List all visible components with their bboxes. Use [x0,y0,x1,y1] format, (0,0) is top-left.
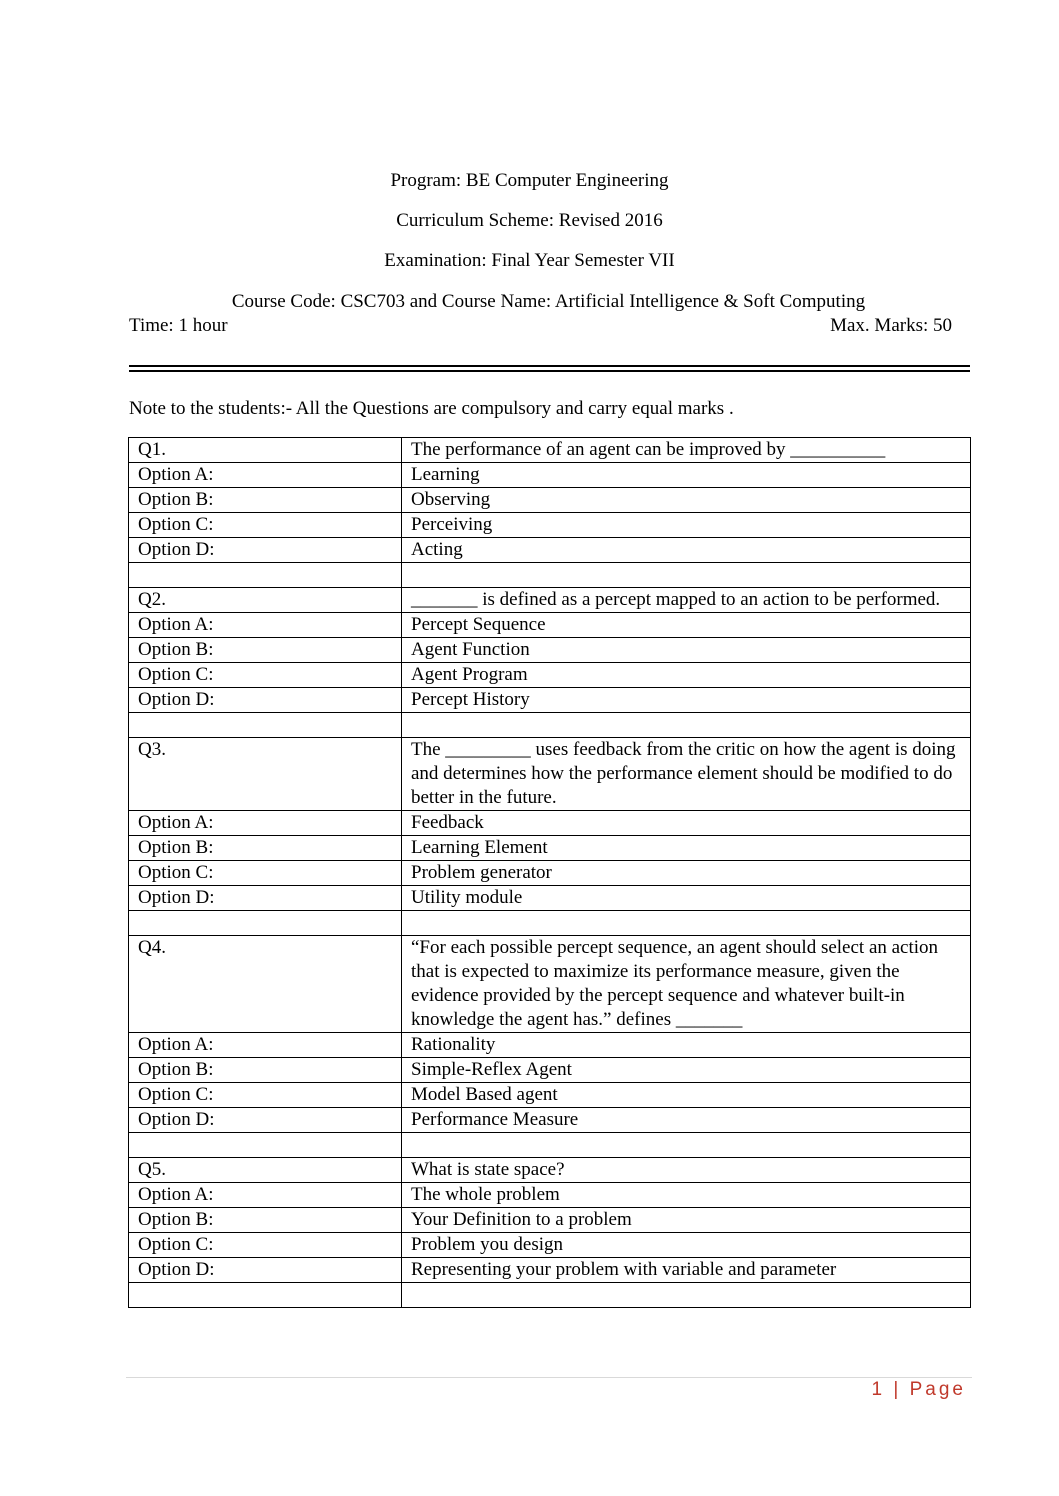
spacer-cell [402,1283,971,1308]
note-to-students: Note to the students:- All the Questions are compulsory and carry equal marks . [129,398,734,419]
option-text: Performance Measure [402,1108,971,1133]
option-label: Option D: [129,886,402,911]
header-divider-bottom [129,370,970,372]
option-text: Learning Element [402,836,971,861]
option-text: Utility module [402,886,971,911]
option-label: Option B: [129,638,402,663]
option-label: Option A: [129,1183,402,1208]
spacer-row [129,1283,971,1308]
option-text: Simple-Reflex Agent [402,1058,971,1083]
option-label: Option B: [129,488,402,513]
question-number: Q4. [129,936,402,1033]
option-row [129,1083,971,1108]
option-row [129,1183,971,1208]
option-row [129,1058,971,1083]
option-label: Option C: [129,663,402,688]
option-text: Representing your problem with variable and parameter [402,1258,971,1283]
question-text: _______ is defined as a percept mapped to an action to be performed. [402,588,971,613]
option-row [129,688,971,713]
spacer-cell [402,911,971,936]
spacer-cell [129,1133,402,1158]
option-row [129,663,971,688]
program-line: Program: BE Computer Engineering [390,170,669,191]
examination-line: Examination: Final Year Semester VII [384,250,675,271]
course-line: Course Code: CSC703 and Course Name: Artificial Intelligence & Soft Computing [231,291,866,312]
option-row [129,613,971,638]
option-label: Option D: [129,688,402,713]
option-label: Option A: [129,463,402,488]
question-row [129,588,971,613]
footer-divider [126,1377,972,1378]
spacer-cell [402,713,971,738]
option-row [129,886,971,911]
option-text: Your Definition to a problem [402,1208,971,1233]
option-text: Problem generator [402,861,971,886]
option-row [129,1108,971,1133]
option-label: Option B: [129,1208,402,1233]
spacer-cell [129,563,402,588]
question-row [129,936,971,1033]
option-row [129,811,971,836]
option-text: The whole problem [402,1183,971,1208]
spacer-row [129,1133,971,1158]
question-number: Q1. [129,438,402,463]
option-label: Option C: [129,1233,402,1258]
option-label: Option C: [129,1083,402,1108]
option-row [129,488,971,513]
option-text: Percept Sequence [402,613,971,638]
spacer-row [129,911,971,936]
option-text: Acting [402,538,971,563]
question-row [129,738,971,811]
exam-header [0,168,1059,288]
option-text: Learning [402,463,971,488]
option-label: Option B: [129,1058,402,1083]
spacer-cell [129,713,402,738]
option-label: Option A: [129,613,402,638]
option-label: Option D: [129,1108,402,1133]
option-row [129,463,971,488]
option-text: Problem you design [402,1233,971,1258]
option-text: Agent Function [402,638,971,663]
question-number: Q3. [129,738,402,811]
option-text: Percept History [402,688,971,713]
spacer-row [129,563,971,588]
option-row [129,1208,971,1233]
option-row [129,1258,971,1283]
option-text: Perceiving [402,513,971,538]
option-label: Option D: [129,1258,402,1283]
option-text: Rationality [402,1033,971,1058]
option-row [129,861,971,886]
page-number: 1 [871,1379,886,1400]
option-row [129,638,971,663]
question-text: What is state space? [402,1158,971,1183]
option-label: Option D: [129,538,402,563]
option-text: Feedback [402,811,971,836]
header-divider-top [129,365,970,367]
option-label: Option A: [129,1033,402,1058]
option-label: Option C: [129,861,402,886]
option-text: Agent Program [402,663,971,688]
spacer-cell [129,911,402,936]
spacer-cell [402,563,971,588]
question-number: Q2. [129,588,402,613]
option-row [129,836,971,861]
question-row [129,1158,971,1183]
question-text: The _________ uses feedback from the critic on how the agent is doing and determines how the performance element should be modified to do better in the future. [402,738,971,811]
page-label: Page [909,1379,966,1400]
scheme-line: Curriculum Scheme: Revised 2016 [396,210,663,231]
option-label: Option C: [129,513,402,538]
spacer-row [129,713,971,738]
option-text: Model Based agent [402,1083,971,1108]
option-row [129,513,971,538]
option-label: Option B: [129,836,402,861]
questions-table [128,437,971,1308]
option-text: Observing [402,488,971,513]
questions-table-body [129,438,971,1308]
question-row [129,438,971,463]
spacer-cell [129,1283,402,1308]
question-text: “For each possible percept sequence, an agent should select an action that is expected to maximize its performance measure, given the evidence provided by the percept sequence and whatever built-in knowledge the agent has.” defines _______ [402,936,971,1033]
option-label: Option A: [129,811,402,836]
option-row [129,538,971,563]
spacer-cell [402,1133,971,1158]
time-label: Time: 1 hour [129,315,228,336]
page-footer [872,1379,966,1401]
footer-separator: | [893,1379,902,1400]
question-number: Q5. [129,1158,402,1183]
option-row [129,1233,971,1258]
max-marks-label: Max. Marks: 50 [830,315,952,336]
option-row [129,1033,971,1058]
question-text: The performance of an agent can be improved by __________ [402,438,971,463]
